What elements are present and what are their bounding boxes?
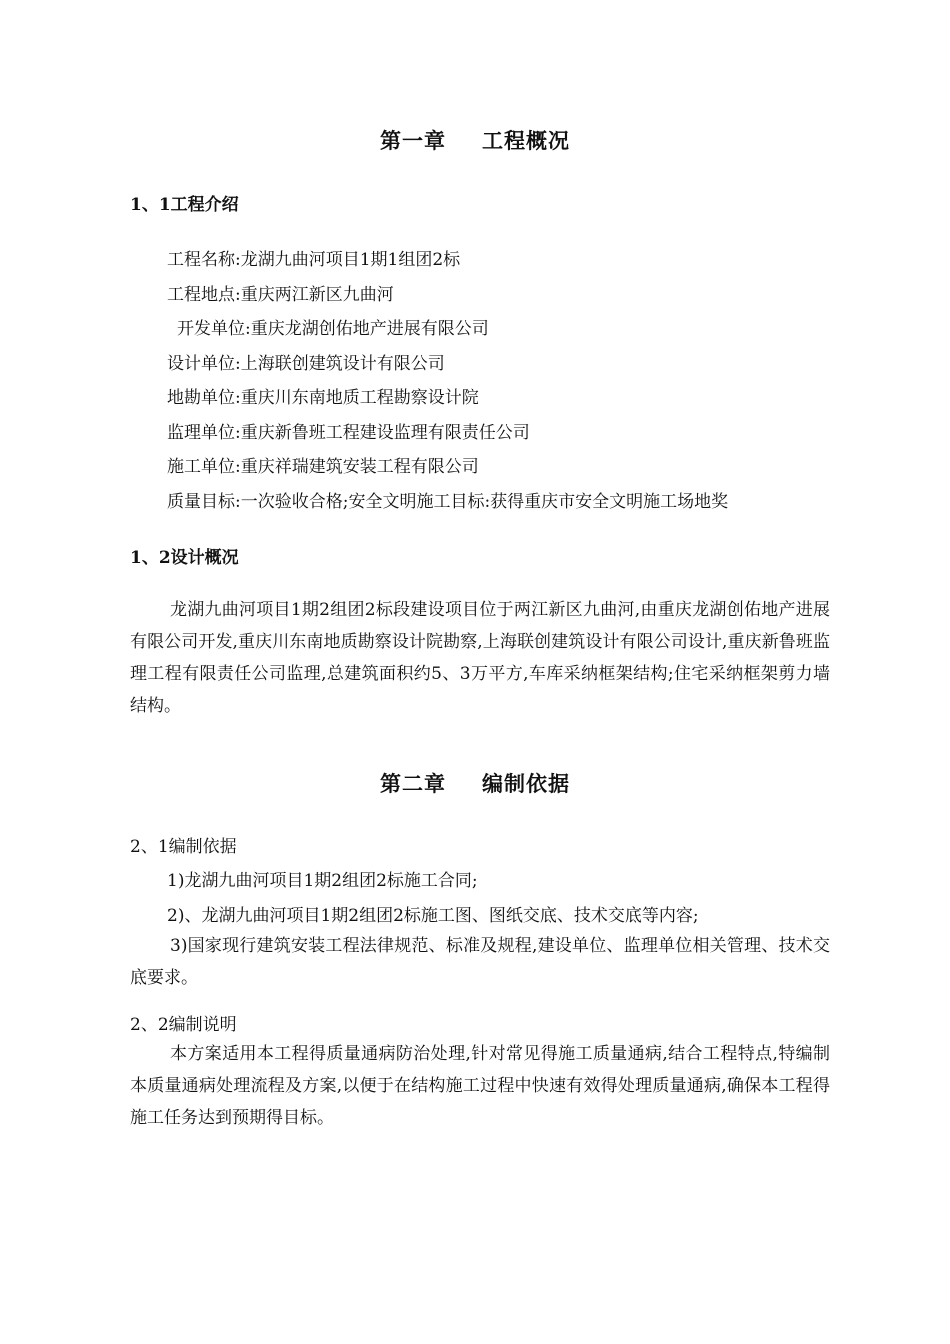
project-info-line: 质量目标:一次验收合格;安全文明施工目标:获得重庆市安全文明施工场地奖 [167, 492, 729, 512]
chapter-1-label: 第一章 [380, 128, 446, 153]
project-info-line: 施工单位:重庆祥瑞建筑安装工程有限公司 [167, 457, 479, 477]
design-overview-paragraph: 龙湖九曲河项目1期2组团2标段建设项目位于两江新区九曲河,由重庆龙湖创佑地产进展有限公司开发,重庆川东南地质勘察设计院勘察,上海联创建筑设计有限公司设计,重庆新鲁班监理工程有限责任公司监理,总建筑面积约5、3万平方,车库采纳框架结构;住宅采纳框架剪力墙结构。 [130, 600, 830, 716]
chapter-2-title [0, 768, 950, 798]
project-info-line: 地勘单位:重庆川东南地质工程勘察设计院 [167, 388, 479, 408]
project-info-line: 开发单位:重庆龙湖创佑地产进展有限公司 [177, 319, 489, 339]
chapter-2-name: 编制依据 [482, 771, 570, 796]
basis-item: 3)国家现行建筑安装工程法律规范、标准及规程,建设单位、监理单位相关管理、技术交底要求。 [130, 936, 830, 988]
chapter-1-title [0, 125, 950, 155]
basis-item: 1)龙湖九曲河项目1期2组团2标施工合同; [167, 871, 478, 891]
basis-item: 2)、龙湖九曲河项目1期2组团2标施工图、图纸交底、技术交底等内容; [167, 906, 699, 926]
project-info-line: 设计单位:上海联创建筑设计有限公司 [167, 354, 445, 374]
compilation-note-paragraph: 本方案适用本工程得质量通病防治处理,针对常见得施工质量通病,结合工程特点,特编制本质量通病处理流程及方案,以便于在结构施工过程中快速有效得处理质量通病,确保本工程得施工任务达到预期得目标。 [130, 1044, 830, 1128]
section-1-1-heading: 1、1工程介绍 [130, 195, 239, 215]
section-2-2-heading: 2、2编制说明 [130, 1015, 237, 1035]
project-info-line: 工程名称:龙湖九曲河项目1期1组团2标 [167, 250, 461, 270]
section-1-2-heading: 1、2设计概况 [130, 548, 239, 568]
chapter-1-name: 工程概况 [482, 128, 570, 153]
section-2-1-heading: 2、1编制依据 [130, 837, 237, 857]
project-info-line: 监理单位:重庆新鲁班工程建设监理有限责任公司 [167, 423, 530, 443]
project-info-line: 工程地点:重庆两江新区九曲河 [167, 285, 394, 305]
chapter-2-label: 第二章 [380, 771, 446, 796]
